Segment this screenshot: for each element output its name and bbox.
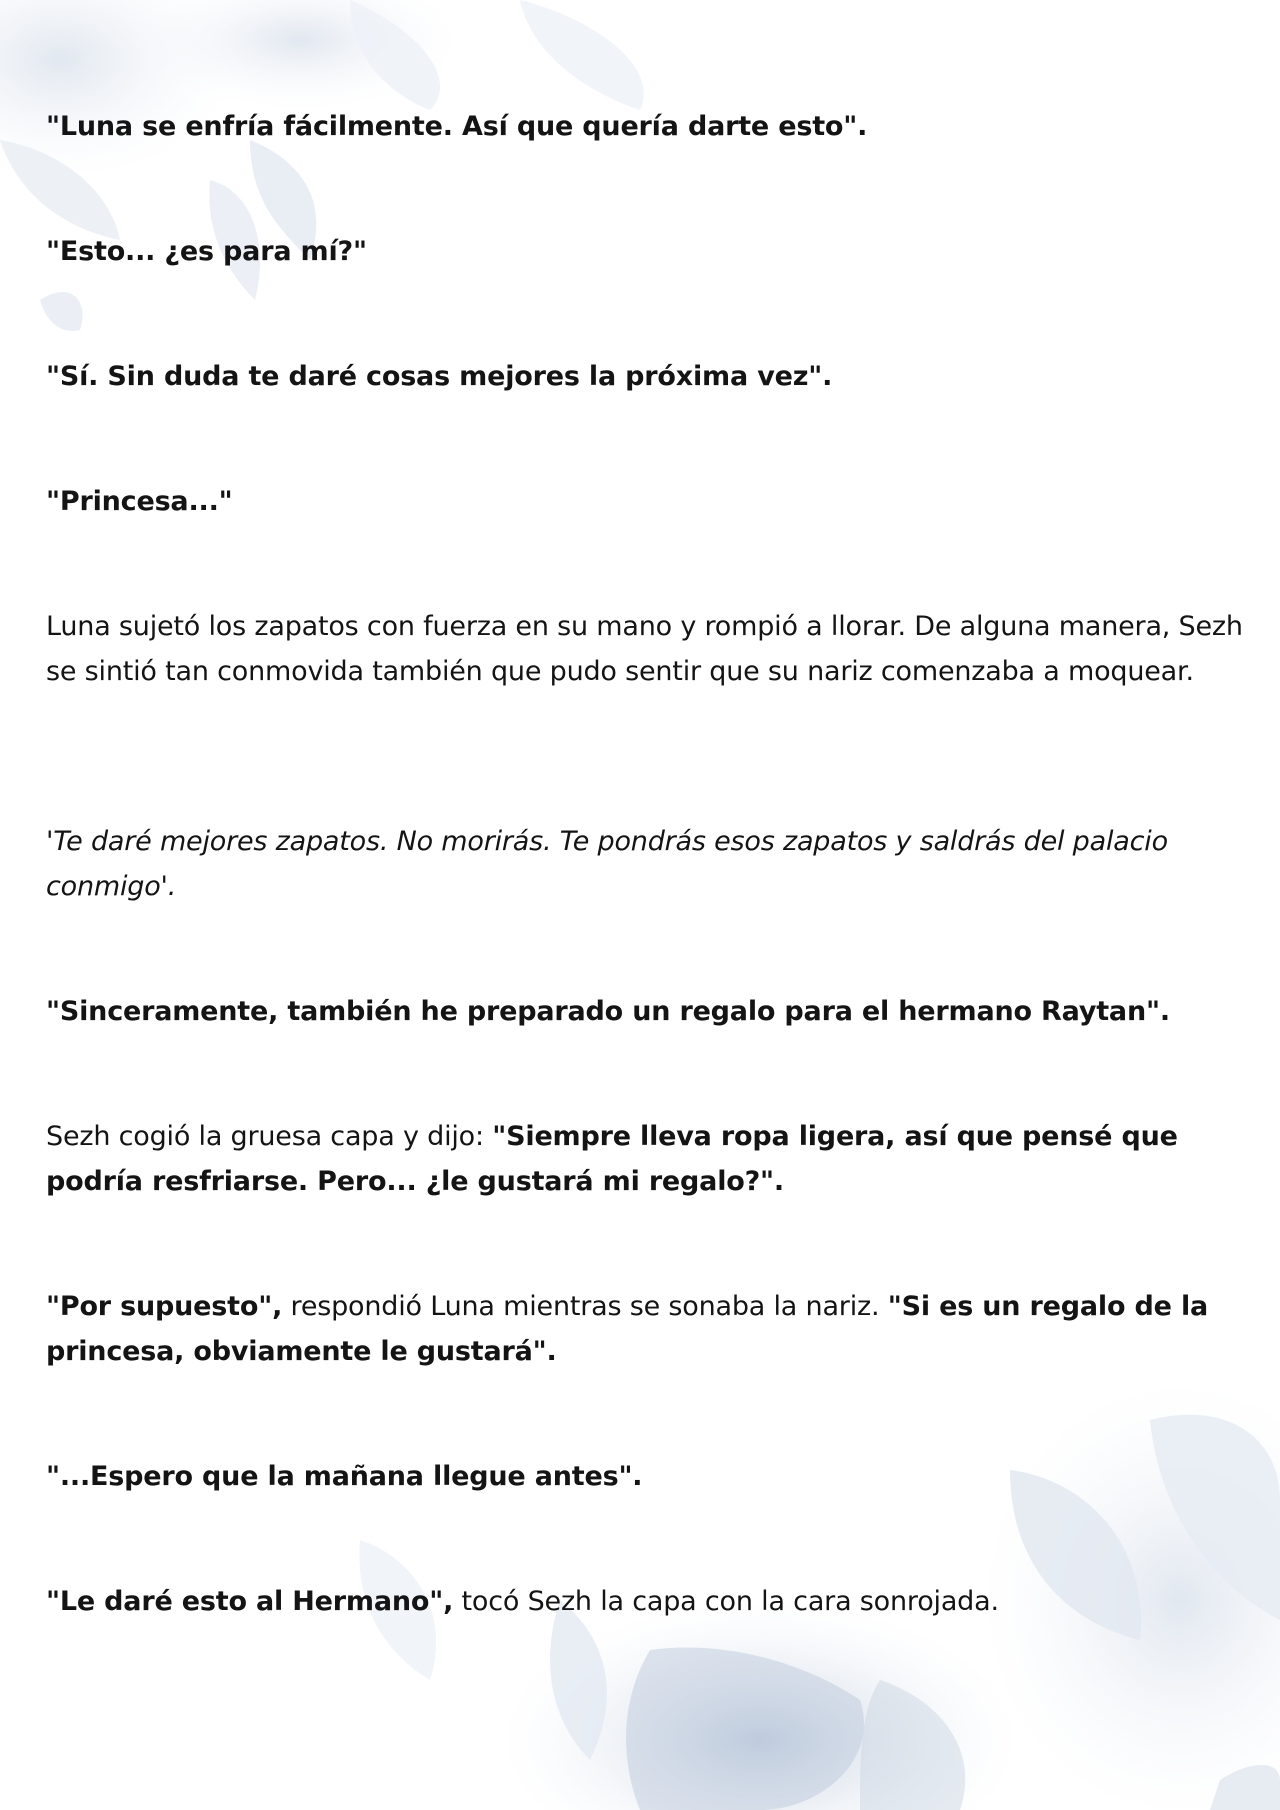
text-run: 'Te daré mejores zapatos. No morirás. Te pondrás esos zapatos y saldrás del palacio conmigo'.: [46, 826, 1168, 902]
paragraph-4: [46, 479, 1256, 524]
text-run: "Siempre lleva ropa ligera, así que pensé que podría resfriarse. Pero... ¿le gustará mi regalo?".: [46, 1121, 1178, 1197]
text-run: "Le daré esto al Hermano",: [46, 1586, 454, 1617]
paragraph-2: [46, 229, 1256, 274]
paragraph-5: [46, 604, 1256, 694]
paragraph-7: [46, 989, 1256, 1034]
text-run: "Sinceramente, también he preparado un regalo para el hermano Raytan".: [46, 996, 1170, 1027]
paragraph-3: [46, 354, 1256, 399]
text-run: "Luna se enfría fácilmente. Así que quería darte esto".: [46, 111, 868, 142]
text-run: "Princesa...": [46, 486, 233, 517]
text-run: Sezh cogió la gruesa capa y dijo:: [46, 1121, 493, 1152]
paragraph-10: [46, 1454, 1256, 1499]
text-run: respondió Luna mientras se sonaba la nariz.: [282, 1291, 888, 1322]
text-run: "Sí. Sin duda te daré cosas mejores la próxima vez".: [46, 361, 833, 392]
paragraph-1: [46, 104, 1256, 149]
text-run: tocó Sezh la capa con la cara sonrojada.: [453, 1586, 999, 1617]
paragraph-6: [46, 819, 1256, 909]
text-run: "Por supuesto",: [46, 1291, 283, 1322]
text-run: "Esto... ¿es para mí?": [46, 236, 367, 267]
paragraph-9: [46, 1284, 1256, 1374]
paragraph-8: [46, 1114, 1256, 1204]
text-run: "...Espero que la mañana llegue antes".: [46, 1461, 643, 1492]
text-run: "Si es un regalo de la princesa, obviamente le gustará".: [46, 1291, 1209, 1367]
text-run: Luna sujetó los zapatos con fuerza en su mano y rompió a llorar. De alguna manera, Sezh se sintió tan conmovida también que pudo sentir que su nariz comenzaba a moquear.: [46, 611, 1243, 687]
paragraph-11: [46, 1579, 1256, 1624]
